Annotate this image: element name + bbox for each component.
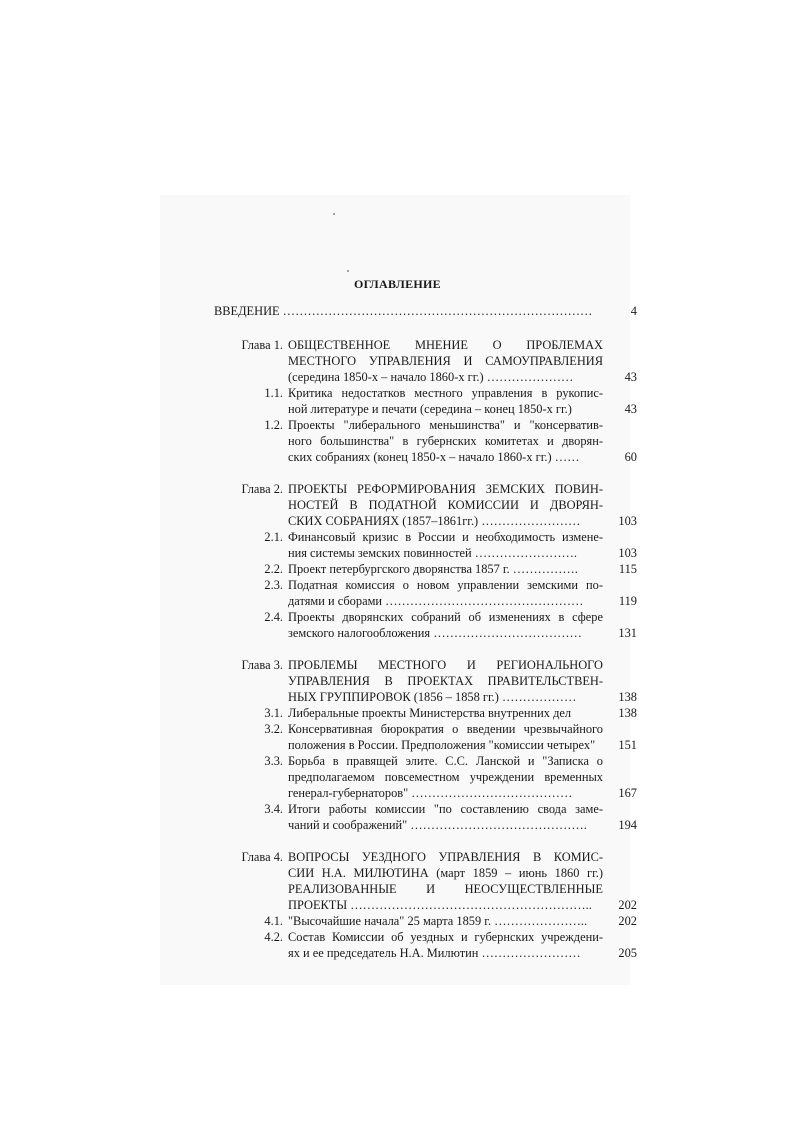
page-number: 103 [618, 546, 637, 560]
section-title-line: ских собраниях (конец 1850-х – начало 1860-х гг.) …… [288, 450, 580, 464]
section-title-line: Состав Комиссии об уездных и губернских учреждени- [288, 930, 603, 944]
section-title-line: Податная комиссия о новом управлении земскими по- [288, 578, 603, 592]
section-number: 3.4. [264, 802, 283, 816]
section-title-line: Проекты "либерального меньшинства" и "консерватив- [288, 418, 603, 432]
page-number: 115 [618, 562, 637, 576]
chapter-label: Глава 2. [241, 482, 283, 496]
page-number: 202 [618, 898, 637, 912]
intro-text: ВВЕДЕНИЕ ………………………………………………………………… [214, 304, 593, 318]
section-title-line: предполагаемом повсеместном учреждении временных [288, 770, 603, 784]
chapter-title-line: СИИ Н.А. МИЛЮТИНА (март 1859 – июнь 1860 гг.) [288, 866, 603, 880]
section-number: 4.1. [264, 914, 283, 928]
chapter-title-line: ПРОЕКТЫ ………………………………………………….. [288, 898, 592, 912]
page-number: 194 [618, 818, 637, 832]
chapter-label: Глава 4. [241, 850, 283, 864]
section-title-line: ях и ее председатель Н.А. Милютин …………………… [288, 946, 581, 960]
page-number: 205 [618, 946, 637, 960]
section-number: 3.3. [264, 754, 283, 768]
section-title-line: Проекты дворянских собраний об изменениях в сфере [288, 610, 603, 624]
page-number: 131 [618, 626, 637, 640]
chapter-title-line: ПРОБЛЕМЫ МЕСТНОГО И РЕГИОНАЛЬНОГО [288, 658, 603, 672]
chapter-title-line: ПРОЕКТЫ РЕФОРМИРОВАНИЯ ЗЕМСКИХ ПОВИН- [288, 482, 603, 496]
page-number: 119 [618, 594, 637, 608]
section-title-line: ния системы земских повинностей ……………………. [288, 546, 577, 560]
page-number: 138 [618, 706, 637, 720]
section-title-line: ной литературе и печати (середина – конец 1850-х гг.) [288, 402, 572, 416]
chapter-title-line: (середина 1850-х – начало 1860-х гг.) ………………… [288, 370, 574, 384]
section-title-line: Либеральные проекты Министерства внутренних дел [288, 706, 572, 720]
page-number: 138 [618, 690, 637, 704]
section-number: 2.3. [264, 578, 283, 592]
section-number: 2.2. [264, 562, 283, 576]
chapter-title-line: НЫХ ГРУППИРОВОК (1856 – 1858 гг.) ……………… [288, 690, 577, 704]
chapter-title-line: СКИХ СОБРАНИЯХ (1857–1861гг.) …………………… [288, 514, 581, 528]
section-title-line: Консервативная бюрократия о введении чрезвычайного [288, 722, 603, 736]
scan-speck [347, 270, 349, 272]
section-title-line: ного большинства" в губернских комитетах и дворян- [288, 434, 603, 448]
section-number: 1.2. [264, 418, 283, 432]
scan-speck [333, 213, 335, 215]
chapter-title-line: РЕАЛИЗОВАННЫЕ И НЕОСУЩЕСТВЛЕННЫЕ [288, 882, 603, 896]
page-number: 43 [624, 402, 637, 416]
chapter-title-line: УПРАВЛЕНИЯ В ПРОЕКТАХ ПРАВИТЕЛЬСТВЕН- [288, 674, 603, 688]
chapter-title-line: ОБЩЕСТВЕННОЕ МНЕНИЕ О ПРОБЛЕМАХ [288, 338, 603, 352]
section-title-line: Проект петербургского дворянства 1857 г. ……………. [288, 562, 578, 576]
section-number: 3.2. [264, 722, 283, 736]
chapter-label: Глава 1. [241, 338, 283, 352]
toc-heading: ОГЛАВЛЕНИЕ [354, 277, 441, 291]
page-number: 151 [618, 738, 637, 752]
section-title-line: генерал-губернаторов" ………………………………… [288, 786, 573, 800]
section-title-line: Финансовый кризис в России и необходимость измене- [288, 530, 603, 544]
section-number: 2.4. [264, 610, 283, 624]
section-title-line: положения в России. Предположения "комиссии четырех" [288, 738, 596, 752]
page-number: 60 [624, 450, 637, 464]
section-title-line: Итоги работы комиссии "по составлению свода заме- [288, 802, 603, 816]
chapter-label: Глава 3. [241, 658, 283, 672]
section-title-line: Борьба в правящей элите. С.С. Ланской и "Записка о [288, 754, 603, 768]
section-number: 4.2. [264, 930, 283, 944]
page-number: 167 [618, 786, 637, 800]
section-title-line: чаний и соображений" ……………………………………. [288, 818, 587, 832]
chapter-title-line: МЕСТНОГО УПРАВЛЕНИЯ И САМОУПРАВЛЕНИЯ [288, 354, 603, 368]
section-number: 1.1. [264, 386, 283, 400]
section-title-line: датями и сборами ………………………………………… [288, 594, 584, 608]
section-number: 3.1. [264, 706, 283, 720]
chapter-title-line: НОСТЕЙ В ПОДАТНОЙ КОМИССИИ И ДВОРЯН- [288, 498, 603, 512]
page-number: 4 [630, 304, 637, 318]
page-number: 202 [618, 914, 637, 928]
section-title-line: земского налогообложения ……………………………… [288, 626, 582, 640]
section-title-line: Критика недостатков местного управления в рукопис- [288, 386, 603, 400]
section-number: 2.1. [264, 530, 283, 544]
page-number: 103 [618, 514, 637, 528]
section-title-line: "Высочайшие начала" 25 марта 1859 г. ………………….. [288, 914, 588, 928]
chapter-title-line: ВОПРОСЫ УЕЗДНОГО УПРАВЛЕНИЯ В КОМИС- [288, 850, 603, 864]
page-number: 43 [624, 370, 637, 384]
